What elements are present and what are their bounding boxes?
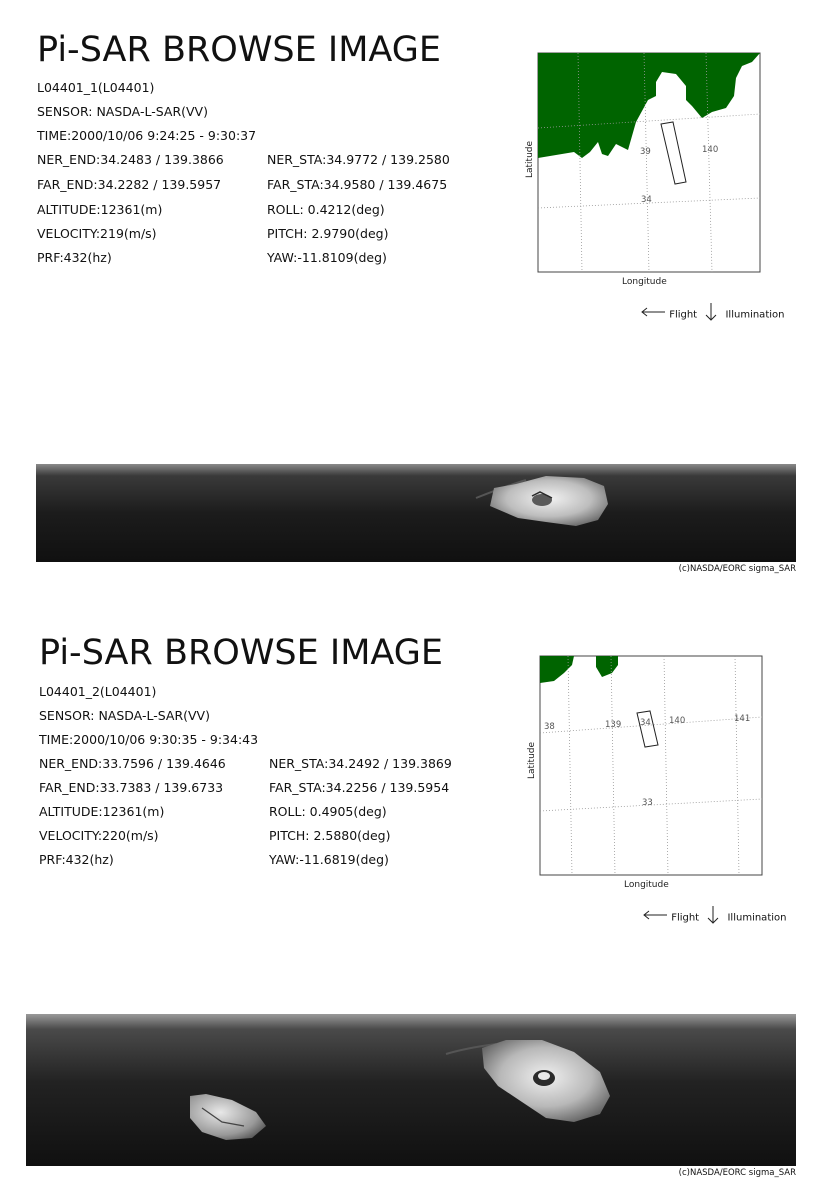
- sensor: SENSOR: NASDA-L-SAR(VV): [37, 104, 208, 119]
- illumination-label: Illumination: [727, 912, 787, 924]
- page-title: Pi-SAR BROWSE IMAGE: [37, 30, 441, 70]
- near-end: NER_END:33.7596 / 139.4646: [39, 756, 226, 771]
- direction-legend: [640, 302, 784, 327]
- browse-record-1: [0, 0, 822, 600]
- tick-label: 140: [702, 145, 719, 155]
- longitude-axis-label: Longitude: [622, 277, 667, 287]
- tick-label: 140: [669, 716, 686, 726]
- sar-browse-image: [26, 1014, 796, 1166]
- tick-label: 141: [734, 714, 751, 724]
- far-start: FAR_STA:34.9580 / 139.4675: [267, 177, 448, 192]
- illumination-arrow-icon: [706, 905, 724, 930]
- yaw: YAW:-11.8109(deg): [267, 250, 387, 265]
- prf: PRF:432(hz): [39, 852, 114, 867]
- location-map: [518, 651, 768, 896]
- latitude-axis-label: Latitude: [525, 140, 535, 178]
- sensor: SENSOR: NASDA-L-SAR(VV): [39, 708, 210, 723]
- roll: ROLL: 0.4905(deg): [269, 804, 387, 819]
- roll: ROLL: 0.4212(deg): [267, 202, 385, 217]
- near-start: NER_STA:34.9772 / 139.2580: [267, 152, 450, 167]
- illumination-arrow-icon: [704, 302, 722, 327]
- scene-id: L04401_1(L04401): [37, 80, 155, 95]
- flight-arrow-icon: [642, 910, 668, 925]
- flight-label: Flight: [669, 309, 698, 321]
- tick-label: 139: [605, 720, 622, 730]
- far-start: FAR_STA:34.2256 / 139.5954: [269, 780, 450, 795]
- altitude: ALTITUDE:12361(m): [39, 804, 165, 819]
- illumination-label: Illumination: [725, 309, 785, 321]
- velocity: VELOCITY:220(m/s): [39, 828, 159, 843]
- pitch: PITCH: 2.5880(deg): [269, 828, 391, 843]
- copyright-credit: (c)NASDA/EORC sigma_SAR: [678, 564, 796, 574]
- flight-arrow-icon: [640, 307, 666, 322]
- acquisition-time: TIME:2000/10/06 9:30:35 - 9:34:43: [39, 732, 259, 747]
- longitude-axis-label: Longitude: [624, 880, 669, 890]
- latitude-axis-label: Latitude: [527, 741, 537, 779]
- tick-label: 34: [641, 195, 652, 205]
- tick-label: 38: [544, 722, 555, 732]
- acquisition-time: TIME:2000/10/06 9:24:25 - 9:30:37: [37, 128, 257, 143]
- tick-label: 34: [640, 718, 651, 728]
- scene-id: L04401_2(L04401): [39, 684, 157, 699]
- far-end: FAR_END:34.2282 / 139.5957: [37, 177, 222, 192]
- pitch: PITCH: 2.9790(deg): [267, 226, 389, 241]
- flight-label: Flight: [671, 912, 700, 924]
- copyright-credit: (c)NASDA/EORC sigma_SAR: [678, 1168, 796, 1178]
- sar-browse-image: [36, 464, 796, 562]
- yaw: YAW:-11.6819(deg): [269, 852, 389, 867]
- page-title: Pi-SAR BROWSE IMAGE: [39, 633, 443, 673]
- far-end: FAR_END:33.7383 / 139.6733: [39, 780, 224, 795]
- prf: PRF:432(hz): [37, 250, 112, 265]
- near-end: NER_END:34.2483 / 139.3866: [37, 152, 224, 167]
- near-start: NER_STA:34.2492 / 139.3869: [269, 756, 452, 771]
- direction-legend: [642, 905, 786, 930]
- tick-label: 33: [642, 798, 653, 808]
- browse-record-2: [0, 603, 822, 1203]
- altitude: ALTITUDE:12361(m): [37, 202, 163, 217]
- velocity: VELOCITY:219(m/s): [37, 226, 157, 241]
- location-map: [516, 48, 766, 293]
- tick-label: 39: [640, 147, 651, 157]
